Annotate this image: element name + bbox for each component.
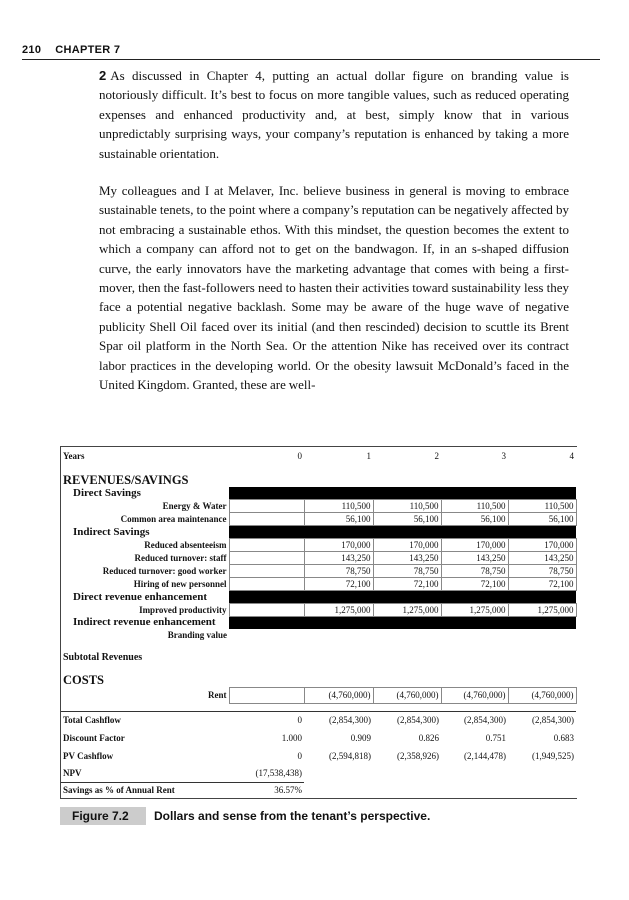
row-label: Total Cashflow <box>63 715 121 726</box>
row-label: Common area maintenance <box>120 513 227 524</box>
subsection-heading: Direct Savings <box>73 486 141 499</box>
cell: 78,750 <box>373 565 441 578</box>
cell: (4,760,000) <box>373 688 441 704</box>
cell: 1,275,000 <box>373 604 441 617</box>
cell: 56,100 <box>373 513 441 526</box>
figure-label: Figure 7.2 <box>60 807 146 825</box>
cell: 110,500 <box>441 500 508 513</box>
cell: 0.683 <box>553 733 574 743</box>
cell: 143,250 <box>304 552 373 565</box>
row-label: Energy & Water <box>162 500 227 511</box>
row-label: PV Cashflow <box>63 751 114 761</box>
years-row <box>61 447 576 465</box>
cell <box>229 500 304 513</box>
year: 0 <box>297 450 302 461</box>
row-label: Hiring of new personnel <box>133 578 227 589</box>
subsection-heading: Direct revenue enhancement <box>73 590 208 603</box>
cell <box>229 604 304 617</box>
row-label: NPV <box>61 766 229 783</box>
figure <box>60 446 576 825</box>
cell: 0 <box>297 715 302 726</box>
cell: 0 <box>297 751 302 761</box>
cell: (2,594,818) <box>329 751 371 761</box>
year: 3 <box>501 450 506 461</box>
table-row <box>61 513 576 526</box>
cell: 78,750 <box>441 565 508 578</box>
row-label: Improved productivity <box>139 604 227 615</box>
cell: (2,854,300) <box>464 715 506 726</box>
cell: (2,144,478) <box>464 751 506 761</box>
table-row <box>61 783 576 798</box>
cell: 110,500 <box>304 500 373 513</box>
subsection-heading: Indirect revenue enhancement <box>73 616 216 629</box>
page-number: 210 <box>22 44 42 56</box>
year: 1 <box>366 450 371 461</box>
table-row <box>61 688 576 704</box>
cell: (2,854,300) <box>532 715 574 726</box>
cell: (2,854,300) <box>397 715 439 726</box>
cell: 110,500 <box>508 500 576 513</box>
cell: 1,275,000 <box>508 604 576 617</box>
cell: 170,000 <box>508 539 576 552</box>
header-rule <box>22 59 600 60</box>
cell: 56,100 <box>508 513 576 526</box>
body-paragraph: My colleagues and I at Melaver, Inc. believe business in general is moving to embrace sustainable tenets, to the point where a company’s reputation can be negatively affected by not embracing a sustainable ethos. With this mindset, the question becomes the extent to which a company can afford not to get on the bandwagon. If, in an s-shaped diffusion curve, the early innovators have the marketing advantage that comes with being a first-mover, then the fast-followers need to hasten their activities toward sustainability less they face a potential negative backlash. Some may be aware of the huge wave of negative publicity Shell Oil faced over its initial (and then rescinded) decision to scuttle its Brent Spar oil platform in the North Sea. Or the attention Nike has received over its contract labor practices in the developing world. Or the obesity lawsuit McDonald’s faced in the United Kingdom. Granted, these are well- <box>99 183 569 393</box>
footnote-text: As discussed in Chapter 4, putting an actual dollar figure on branding value is notoriously difficult. It’s best to focus on more tangible values, such as reduced operating expenses and enhanced productivity and, at best, simply know that in various unpredictably surprising ways, your company’s reputation is enhanced by taking a more sustainable orientation. <box>99 68 569 161</box>
row-label: Years <box>63 450 85 461</box>
cell: 0.909 <box>350 733 371 743</box>
cell: 78,750 <box>508 565 576 578</box>
cell <box>229 513 304 526</box>
cell: 56,100 <box>304 513 373 526</box>
cell: 1,275,000 <box>441 604 508 617</box>
row-label: Discount Factor <box>63 733 125 743</box>
cell: 72,100 <box>304 578 373 591</box>
table-row <box>61 578 576 591</box>
cell: 72,100 <box>508 578 576 591</box>
cell: 110,500 <box>373 500 441 513</box>
cell: 143,250 <box>508 552 576 565</box>
subtotal-label: Subtotal Revenues <box>63 651 143 663</box>
table-row <box>61 500 576 513</box>
cell: 170,000 <box>441 539 508 552</box>
subsection-heading: Indirect Savings <box>73 525 150 538</box>
table-row <box>61 712 576 730</box>
cell: (17,538,438) <box>229 766 304 783</box>
cell: (4,760,000) <box>441 688 508 704</box>
running-header <box>22 44 134 56</box>
table-row <box>61 552 576 565</box>
cell: (2,854,300) <box>329 715 371 726</box>
row-label: Reduced turnover: good worker <box>102 565 227 576</box>
cell: 78,750 <box>304 565 373 578</box>
year: 2 <box>434 450 439 461</box>
cell: 170,000 <box>373 539 441 552</box>
cell: (1,949,525) <box>532 751 574 761</box>
row-label: Reduced turnover: staff <box>134 552 227 563</box>
table-row <box>61 539 576 552</box>
cell: 56,100 <box>441 513 508 526</box>
cell: 1.000 <box>281 733 302 743</box>
cell <box>229 578 304 591</box>
table-row <box>61 565 576 578</box>
footnote <box>99 66 569 163</box>
caption-text: Dollars and sense from the tenant’s perspective. <box>154 808 431 823</box>
table-row <box>61 748 576 766</box>
cell: 0.826 <box>418 733 439 743</box>
cell: 72,100 <box>373 578 441 591</box>
cell <box>229 552 304 565</box>
cell: 0.751 <box>485 733 506 743</box>
table-row <box>61 730 576 748</box>
chapter-label: CHAPTER 7 <box>55 44 121 56</box>
row-label: Rent <box>208 690 227 700</box>
figure-caption <box>60 807 576 825</box>
cell <box>229 539 304 552</box>
row-label: Branding value <box>167 629 227 640</box>
cell: 1,275,000 <box>304 604 373 617</box>
cell: 170,000 <box>304 539 373 552</box>
table-row <box>61 766 576 783</box>
cell <box>229 688 304 704</box>
row-label: Savings as % of Annual Rent <box>63 784 175 795</box>
cell: 143,250 <box>441 552 508 565</box>
cell: (4,760,000) <box>304 688 373 704</box>
cell: 72,100 <box>441 578 508 591</box>
cell: (2,358,926) <box>397 751 439 761</box>
table-row <box>61 604 576 617</box>
section-heading: COSTS <box>63 673 104 687</box>
cell: 143,250 <box>373 552 441 565</box>
cell: (4,760,000) <box>508 688 576 704</box>
year: 4 <box>569 450 574 461</box>
row-label: Reduced absenteeism <box>144 539 227 550</box>
section-heading: REVENUES/SAVINGS <box>63 473 189 487</box>
cell: 36.57% <box>274 784 302 795</box>
cell <box>229 565 304 578</box>
footnote-number: 2 <box>99 68 107 83</box>
figure-table <box>60 446 577 799</box>
